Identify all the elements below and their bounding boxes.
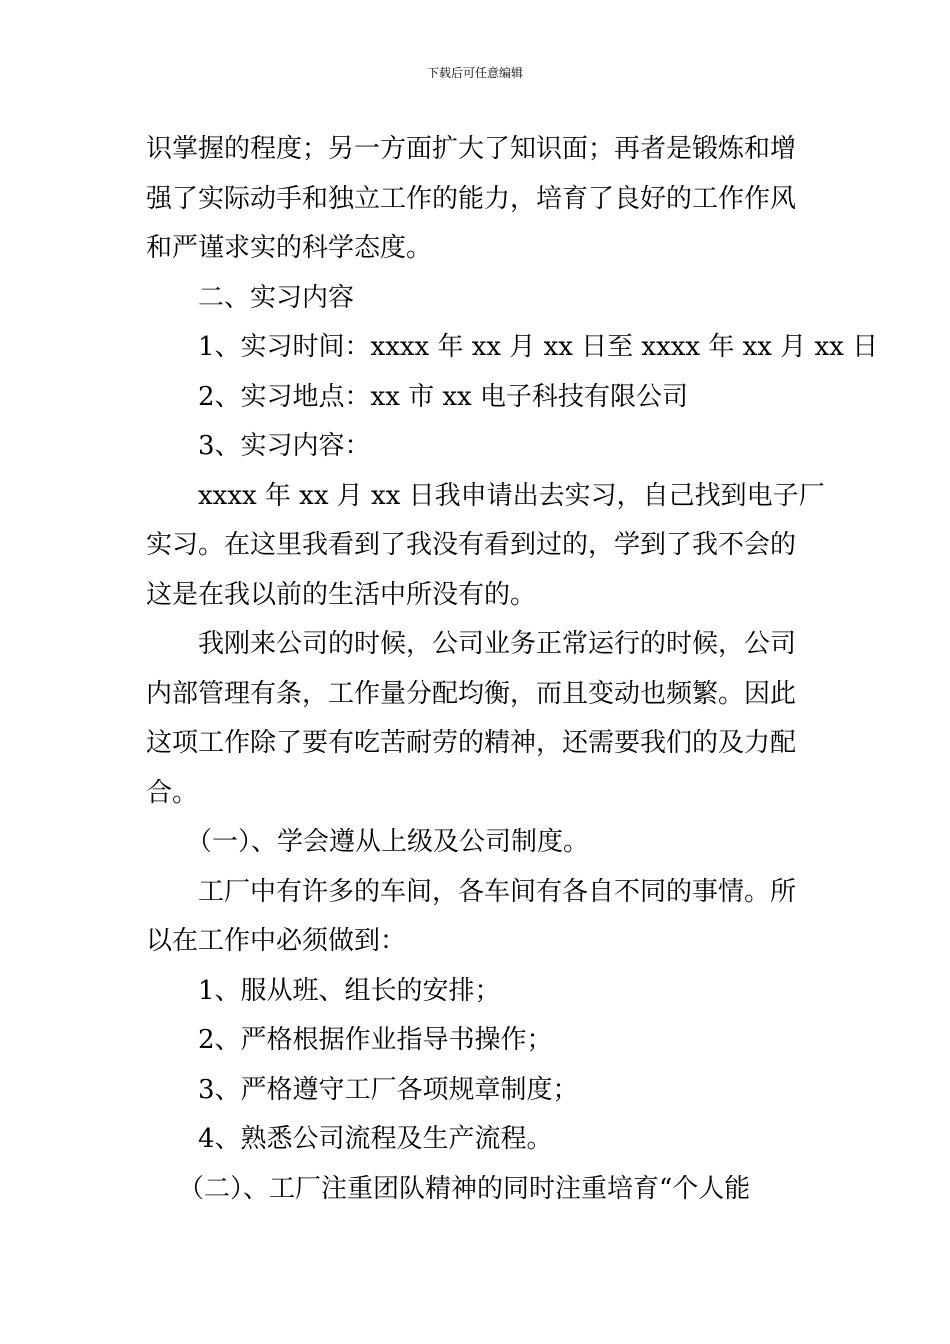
list-item: 1、服从班、组长的安排； <box>198 975 501 1006</box>
paragraph-line: 以在工作中必须做到： <box>146 926 407 956</box>
list-item: 2、实习地点：xx 市 xx 电子科技有限公司 <box>198 381 688 412</box>
paragraph-line: 实习。在这里我看到了我没有看到过的，学到了我不会的 <box>146 530 797 560</box>
paragraph-line: 我刚来公司的时候，公司业务正常运行的时候，公司 <box>198 629 797 659</box>
list-item: 1、实习时间：xxxx 年 xx 月 xx 日至 xxxx 年 xx 月 xx 日 <box>198 332 879 362</box>
paragraph-line: 识掌握的程度；另一方面扩大了知识面；再者是锻炼和增 <box>146 134 797 164</box>
list-item: 4、熟悉公司流程及生产流程。 <box>198 1124 553 1154</box>
paragraph-line: 内部管理有条，工作量分配均衡，而且变动也频繁。因此 <box>146 678 797 709</box>
paragraph-line: 工厂中有许多的车间，各车间有各自不同的事情。所 <box>198 876 797 907</box>
subsection-heading: （二）、工厂注重团队精神的同时注重培育“个人能 <box>178 1173 751 1204</box>
paragraph-line: 和严谨求实的科学态度。 <box>146 233 433 263</box>
paragraph-line: 这项工作除了要有吃苦耐劳的精神，还需要我们的及力配 <box>146 728 797 758</box>
list-item: 2、严格根据作业指导书操作； <box>198 1025 553 1055</box>
paragraph-line: 合。 <box>146 777 199 808</box>
document-body <box>146 125 879 1214</box>
paragraph-line: 这是在我以前的生活中所没有的。 <box>146 579 537 610</box>
page-header: 下载后可任意编辑 <box>426 66 523 80</box>
section-heading: 二、实习内容 <box>198 282 355 313</box>
list-item: 3、严格遵守工厂各项规章制度； <box>198 1074 579 1105</box>
paragraph-line: 强了实际动手和独立工作的能力，培育了良好的工作作风 <box>146 183 797 214</box>
list-item: 3、实习内容： <box>198 431 371 461</box>
paragraph-line: xxxx 年 xx 月 xx 日我申请出去实习，自己找到电子厂 <box>198 480 825 511</box>
subsection-heading: （一）、学会遵从上级及公司制度。 <box>186 827 590 857</box>
